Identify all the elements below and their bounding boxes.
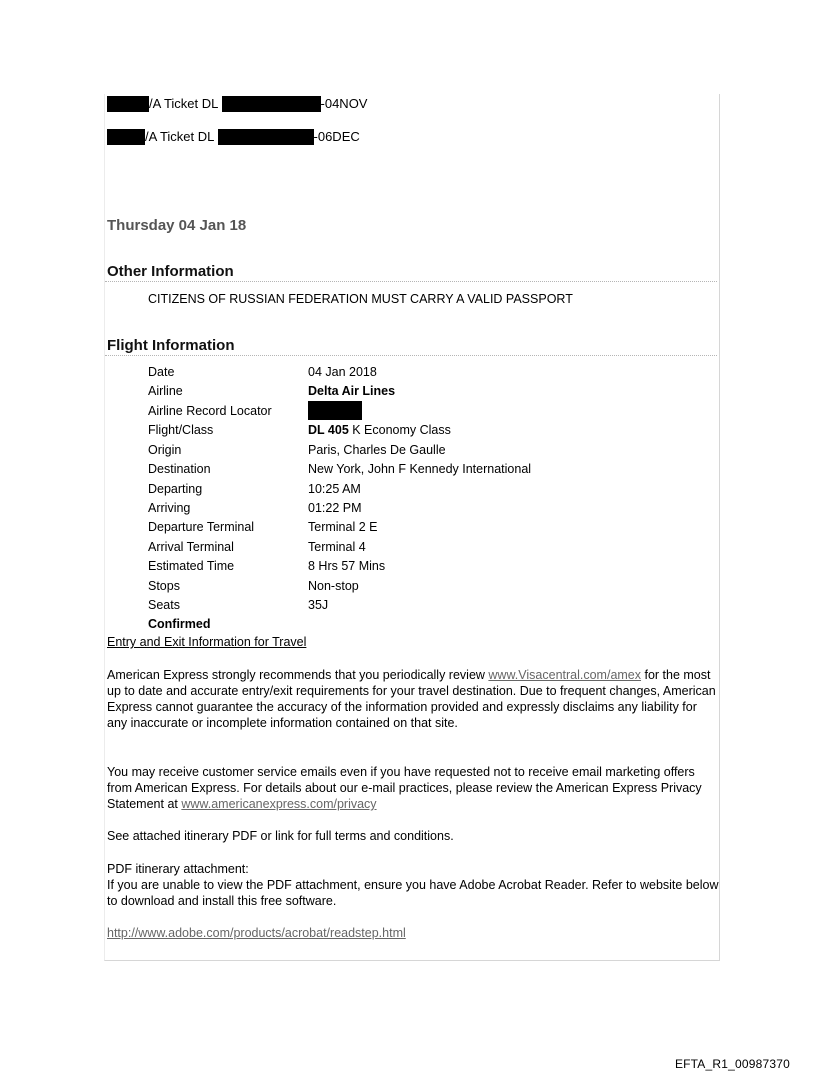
flight-value-seats: 35J <box>308 598 329 612</box>
flight-label-departing: Departing <box>148 482 203 496</box>
ticket-line-1 <box>107 96 367 112</box>
section-divider <box>105 281 717 282</box>
redaction-block <box>107 129 145 145</box>
flight-label-destination: Destination <box>148 462 211 476</box>
flight-label-origin: Origin <box>148 443 182 457</box>
flight-label-seats: Seats <box>148 598 180 612</box>
section-divider <box>105 355 717 356</box>
adobe-reader-link[interactable]: http://www.adobe.com/products/acrobat/readstep.html <box>107 926 406 940</box>
ticket-suffix: -04NOV <box>320 96 368 111</box>
ticket-suffix: -06DEC <box>313 129 360 144</box>
flight-label-airline: Airline <box>148 384 183 398</box>
document-id-footer: EFTA_R1_00987370 <box>674 1057 790 1071</box>
other-info-title: Other Information <box>107 263 234 280</box>
entry-exit-info-link[interactable]: Entry and Exit Information for Travel <box>107 635 307 649</box>
flight-value-arriving: 01:22 PM <box>308 501 362 515</box>
flight-value-record-locator <box>308 401 362 420</box>
flight-value-date: 04 Jan 2018 <box>308 365 377 379</box>
ticket-prefix: /A Ticket DL <box>145 129 214 144</box>
flight-value-airline: Delta Air Lines <box>308 384 396 398</box>
flight-label-record-locator: Airline Record Locator <box>148 404 272 418</box>
flight-value-class <box>308 421 451 440</box>
flight-value-arrival-terminal: Terminal 4 <box>308 540 366 554</box>
ticket-prefix: /A Ticket DL <box>149 96 218 111</box>
redaction-block <box>218 129 314 145</box>
flight-value-departing: 10:25 AM <box>308 482 361 496</box>
paragraph-text: for the most up to date and accurate entry/exit requirements for your travel destination. Due to frequent changes, American Express cannot guarantee the accuracy of the information provided and expressly disclaims any liability for any inaccurate or incomplete information contained on that site. <box>107 668 716 730</box>
day-heading: Thursday 04 Jan 18 <box>107 217 247 234</box>
visacentral-paragraph <box>107 667 719 731</box>
flight-label-arriving: Arriving <box>148 501 191 515</box>
terms-paragraph: See attached itinerary PDF or link for full terms and conditions. <box>107 829 454 843</box>
privacy-link[interactable]: www.americanexpress.com/privacy <box>181 797 377 811</box>
flight-number: DL 405 <box>308 423 349 437</box>
pdf-attachment-heading: PDF itinerary attachment: <box>107 862 249 876</box>
flight-label-class: Flight/Class <box>148 423 214 437</box>
flight-label-arrival-terminal: Arrival Terminal <box>148 540 234 554</box>
flight-value-departure-terminal: Terminal 2 E <box>308 520 378 534</box>
pdf-attachment-paragraph: If you are unable to view the PDF attachment, ensure you have Adobe Acrobat Reader. Refer to website below to download and install this free software. <box>107 878 719 908</box>
flight-class: K Economy Class <box>348 423 451 437</box>
redaction-block <box>308 401 362 420</box>
ticket-line-2 <box>107 129 360 145</box>
flight-label-departure-terminal: Departure Terminal <box>148 520 255 534</box>
flight-info-title: Flight Information <box>107 337 235 354</box>
redaction-block <box>222 96 321 112</box>
flight-label-stops: Stops <box>148 579 180 593</box>
paragraph-text: American Express strongly recommends that you periodically review <box>107 668 489 682</box>
flight-value-destination: New York, John F Kennedy International <box>308 462 532 476</box>
paragraph-text: You may receive customer service emails even if you have requested not to receive email marketing offers from American Express. For details about our e-mail practices, please review the American Express Privacy Statement at <box>107 765 702 811</box>
redaction-block <box>107 96 149 112</box>
privacy-paragraph <box>107 764 719 812</box>
flight-label-date: Date <box>148 365 175 379</box>
flight-value-estimated-time: 8 Hrs 57 Mins <box>308 559 386 573</box>
flight-value-stops: Non-stop <box>308 579 359 593</box>
flight-label-estimated-time: Estimated Time <box>148 559 235 573</box>
visacentral-link[interactable]: www.Visacentral.com/amex <box>488 668 642 682</box>
other-info-note: CITIZENS OF RUSSIAN FEDERATION MUST CARRY A VALID PASSPORT <box>148 292 573 306</box>
flight-value-origin: Paris, Charles De Gaulle <box>308 443 446 457</box>
adobe-paragraph <box>107 925 719 941</box>
flight-status-confirmed: Confirmed <box>148 617 211 631</box>
